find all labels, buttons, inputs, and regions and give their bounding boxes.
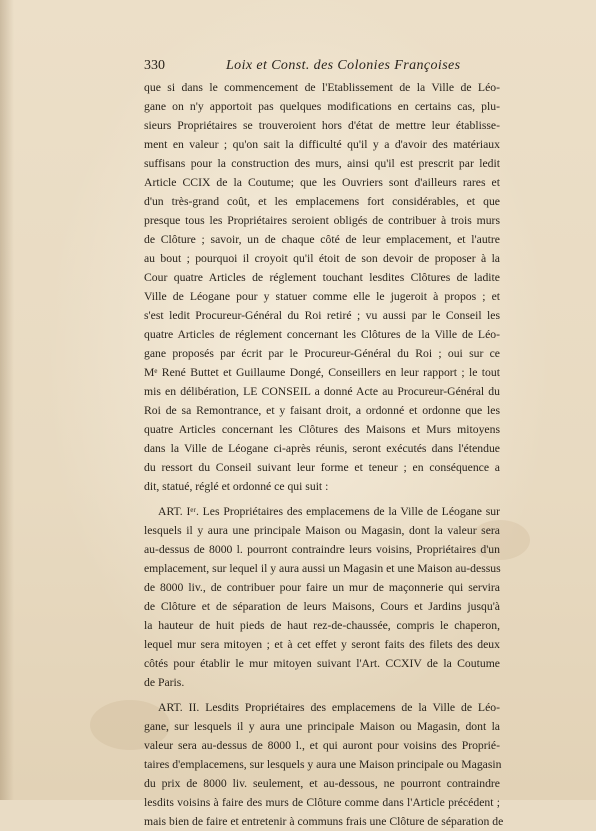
page-gutter-shadow (0, 0, 14, 800)
text-line: Ville de Léogane pour y statuer comme elle le jugeroit à propos ; et (144, 290, 500, 303)
paragraph-article-1 (144, 502, 500, 692)
text-line: valeur sera au-dessus de 8000 l., et qui auront pour voisins des Proprié- (144, 739, 500, 752)
text-line: gane proposés par écrit par le Procureur-Général du Roi ; oui sur ce (144, 347, 500, 360)
text-line: quatre Articles de réglement concernant les Clôtures de la Ville de Léo- (144, 328, 500, 341)
text-line: du prix de 8000 liv. seulement, et au-dessous, ne pourront contraindre (144, 777, 500, 790)
text-line: suffisans pour la construction des murs, ainsi qu'il est prescrit par ledit (144, 157, 500, 170)
text-line: mis en délibération, LE CONSEIL a donné Acte au Procureur-Général du (144, 385, 500, 398)
text-line: taires d'emplacemens, sur lesquels y aura une Maison principale ou Magasin (144, 758, 502, 771)
text-line: s'est ledit Procureur-Général du Roi retiré ; vu aussi par le Conseil les (144, 309, 500, 322)
text-line: de 8000 liv., de contribuer pour faire un mur de maçonnerie qui servira (144, 581, 500, 594)
text-line: de Clôture et de séparation de leurs Maisons, Cours et Jardins jusqu'à (144, 600, 500, 613)
text-line: que si dans le commencement de l'Etablissement de la Ville de Léo- (144, 81, 500, 94)
text-line: presque tous les Propriétaires seroient obligés de contribuer à trois murs (144, 214, 500, 227)
text-line: emplacement, sur lequel il y aura aussi un Magasin et une Maison au-dessus (144, 562, 501, 575)
text-line: lequel mur sera mitoyen ; et à cet effet y seront faits des filets des deux (144, 638, 500, 651)
text-line: du ressort du Conseil suivant leur forme et teneur ; en conséquence a (144, 461, 500, 474)
text-line: gane on n'y apportoit pas quelques modifications en certains cas, plu- (144, 100, 500, 113)
text-line: ART. Iᵉʳ. Les Propriétaires des emplacemens de la Ville de Léogane sur (158, 505, 500, 518)
text-line: dans la Ville de Léogane ci-après réunis, seront exécutés dans l'étendue (144, 442, 500, 455)
text-line: dit, statué, réglé et ordonné ce qui suit : (144, 480, 329, 493)
page-number: 330 (144, 58, 165, 73)
page-body (144, 78, 504, 831)
text-line: mais bien de faire et entretenir à communs frais une Clôture de séparation de (144, 815, 504, 828)
running-title: Loix et Const. des Colonies Françoises (226, 58, 461, 73)
paragraph-article-2 (144, 698, 504, 831)
text-line: d'un très-grand coût, et les emplacemens fort considérables, et que (144, 195, 500, 208)
text-line: côtés pour établir le mur mitoyen suivant l'Art. CCXIV de la Coutume (144, 657, 500, 670)
paragraph-decree (144, 78, 500, 496)
text-line: de Paris. (144, 676, 185, 689)
text-line: Cour quatre Articles de réglement touchant lesdites Clôtures de ladite (144, 271, 500, 284)
text-line: ART. II. Lesdits Propriétaires des emplacemens de la Ville de Léo- (158, 701, 500, 714)
page-header (140, 58, 500, 78)
text-line: au-dessus de 8000 l. pourront contraindre leurs voisins, Propriétaires d'un (144, 543, 500, 556)
text-line: au bout ; pourquoi il croyoit qu'il étoit de son devoir de proposer à la (144, 252, 500, 265)
text-line: Article CCIX de la Coutume; que les Ouvriers sont d'ailleurs rares et (144, 176, 500, 189)
text-line: Roi de sa Remontrance, et y faisant droit, a ordonné et ordonne que les (144, 404, 500, 417)
text-line: de Clôture ; savoir, un de chaque côté de leur emplacement, et l'autre (144, 233, 500, 246)
text-line: sieurs Propriétaires se trouveroient hors d'état de mettre leur établisse- (144, 119, 500, 132)
text-line: lesdits voisins à faire des murs de Clôture comme dans l'Article précédent ; (144, 796, 500, 809)
text-line: la hauteur de huit pieds de haut rez-de-chaussée, compris le chaperon, (144, 619, 500, 632)
text-line: Mᵉ René Buttet et Guillaume Dongé, Conseillers en leur rapport ; le tout (144, 366, 500, 379)
text-line: ment en valeur ; qu'on sait la difficulté qu'il y a d'avoir des matériaux (144, 138, 500, 151)
text-line: gane, sur lesquels il y aura une principale Maison ou Magasin, dont la (144, 720, 500, 733)
text-line: quatre Articles concernant les Clôtures des Maisons et Murs mitoyens (144, 423, 500, 436)
text-line: lesquels il y aura une principale Maison ou Magasin, dont la valeur sera (144, 524, 500, 537)
